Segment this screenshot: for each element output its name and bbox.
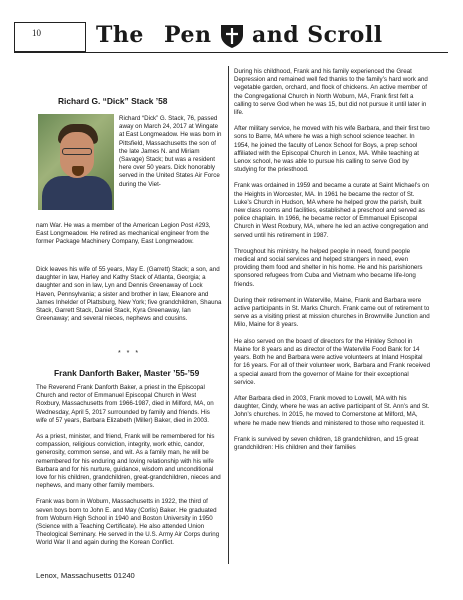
- baker-paragraph: Frank was ordained in 1959 and became a curate at Saint Michael’s on the Heights in Worcester, MA. In 1961 he became the rector of St. Luke’s Church in Hudson, MA where he helped grow the parish, built new class rooms and facilities, established a preschool and served as police chaplain. In 1966, he became rector of Emmanuel Episcopal Church in West Roxbury, MA, where he led an active congregation and served until his retirement in 1987.: [234, 182, 429, 239]
- section-separator: * * *: [118, 350, 141, 357]
- masthead-rule: [14, 52, 448, 53]
- stack-heading: Richard G. “Dick” Stack ’58: [58, 96, 168, 106]
- page-number-box: [14, 22, 86, 52]
- stack-para1-cont: nam War. He was a member of the American Legion Post #293, East Longmeadow. He retired as mechanical engineer from the former Package Machinery Company, East Longmeadow.: [36, 222, 211, 246]
- page-number: 10: [32, 28, 41, 38]
- baker-heading: Frank Danforth Baker, Master ’55-’59: [54, 368, 200, 378]
- baker-paragraph: He also served on the board of directors for the Hinkley School in Maine for 8 years and as director of the Waterville Food Bank for 14 years. Both he and Barbara were active volunteers at Inland Hospital for 16 years. For all of their volunteer work, Barbara and Frank received a special award from the governor of Maine for their exceptional service.: [234, 337, 431, 386]
- masthead: [14, 22, 448, 58]
- baker-paragraph: After military service, he moved with his wife Barbara, and their first two sons to Barre, MA where he was a high school science teacher. In 1954, he joined the faculty of Lenox School for Boys, a prep school affiliated with the Episcopal Church in Lenox, MA. While teaching at Lenox school, he was able to pursue his calling to serve God by studying for the priesthood.: [234, 125, 430, 174]
- stack-para1: Richard “Dick” G. Stack, 76, passed away on March 24, 2017 at Wingate at East Longmeadow. He was born in Pittsfield, Massachusetts the son of the late James N. and Miriam (Savage) Stack; but was a resident here over 50 years. Dick honorably served in the United States Air Force during the Viet-: [119, 115, 222, 188]
- column-divider: [228, 66, 229, 564]
- baker-paragraph: Throughout his ministry, he helped people in need, found people medical and social services and helped strangers in need, even providing them food and shelter in his home. He and his parishioners sponsored refugees from Cuba and Vietnam who became life-long friends.: [234, 247, 423, 288]
- baker-paragraph: During his childhood, Frank and his family experienced the Great Depression and remained well fed thanks to the family’s hard work and vegetable garden, orchard, and flock of chickens. An active member of the Congregational Church in North Woburn, MA, Frank first felt a calling to serve God when he was 15, but did not pursue it until later in life.: [234, 68, 428, 117]
- baker-paragraph: During their retirement in Waterville, Maine, Frank and Barbara were active participants in St. Marks Church. Frank came out of retirement to serve as a visiting priest at mission churches in Brownville Junction and Milo, Maine for 8 years.: [234, 296, 430, 329]
- title-and-scroll: and Scroll: [252, 22, 383, 48]
- baker-left-body: [36, 384, 222, 556]
- baker-paragraph: After Barbara died in 2003, Frank moved to Lowell, MA with his daughter, Cindy, where he was an active participant of St. Ann’s and St. John’s churches. In 2015, he moved to Cornerstone at Milford, MA, where he made new friends and ministered to those who requested it.: [234, 394, 430, 427]
- shield-emblem-icon: [219, 23, 245, 49]
- stack-para2: Dick leaves his wife of 55 years, May E. (Garrett) Stack; a son, and daughter in law, Harley and Kathy Stack of Atlanta, Georgia; a daughter and son in law, Lyn and Dennis Greenaway of Lock Haven, Pennsylvania; a sister and brother in law, Eleanore and James Inhelder of Plattsburg, New York; five grandchildren, Shauna Stack, Garrett Stack, Daniel Stack, Kyra Greenaway, Ian Greenaway; and several nieces, nephews and cousins.: [36, 266, 222, 323]
- right-column: [234, 68, 431, 460]
- title-the: The: [96, 22, 144, 48]
- portrait-photo: [38, 114, 114, 210]
- baker-paragraph: Frank is survived by seven children, 18 grandchildren, and 15 great grandchildren: His children and their families: [234, 435, 419, 451]
- title-pen: Pen: [164, 22, 212, 48]
- baker-paragraph: The Reverend Frank Danforth Baker, a priest in the Episcopal Church and rector of Emmanuel Episcopal Church in West Roxbury, Massachusetts from 1966-1987, died in Milford, MA, on Wednesday, April 5, 2017 surrounded by family and friends. His wife of 57 years, Barbara Elizabeth (Miller) Baker, died in 2003.: [36, 384, 214, 424]
- footer-address: Lenox, Massachusetts 01240: [36, 571, 135, 580]
- baker-paragraph: As a priest, minister, and friend, Frank will be remembered for his compassion, religious conviction, integrity, work ethic, candor, generosity, common sense, and wit. As a family man, he will be remembered for his enduring and loving relationship with his wife Barbara and for his nurture, guidance, wisdom and unconditional love for his children, grandchildren, great-grandchildren, nieces and nephews, and many other family members.: [36, 433, 221, 490]
- baker-paragraph: Frank was born in Woburn, Massachusetts in 1922, the third of seven boys born to John E. and May (Corlis) Baker. He graduated from Woburn High School in 1940 and Boston University in 1950 (Science with a Teaching Certificate). He also attended Union Theological Seminary. He served in the U.S. Army Air Corps during World War II and again during the Korean Conflict.: [36, 498, 220, 547]
